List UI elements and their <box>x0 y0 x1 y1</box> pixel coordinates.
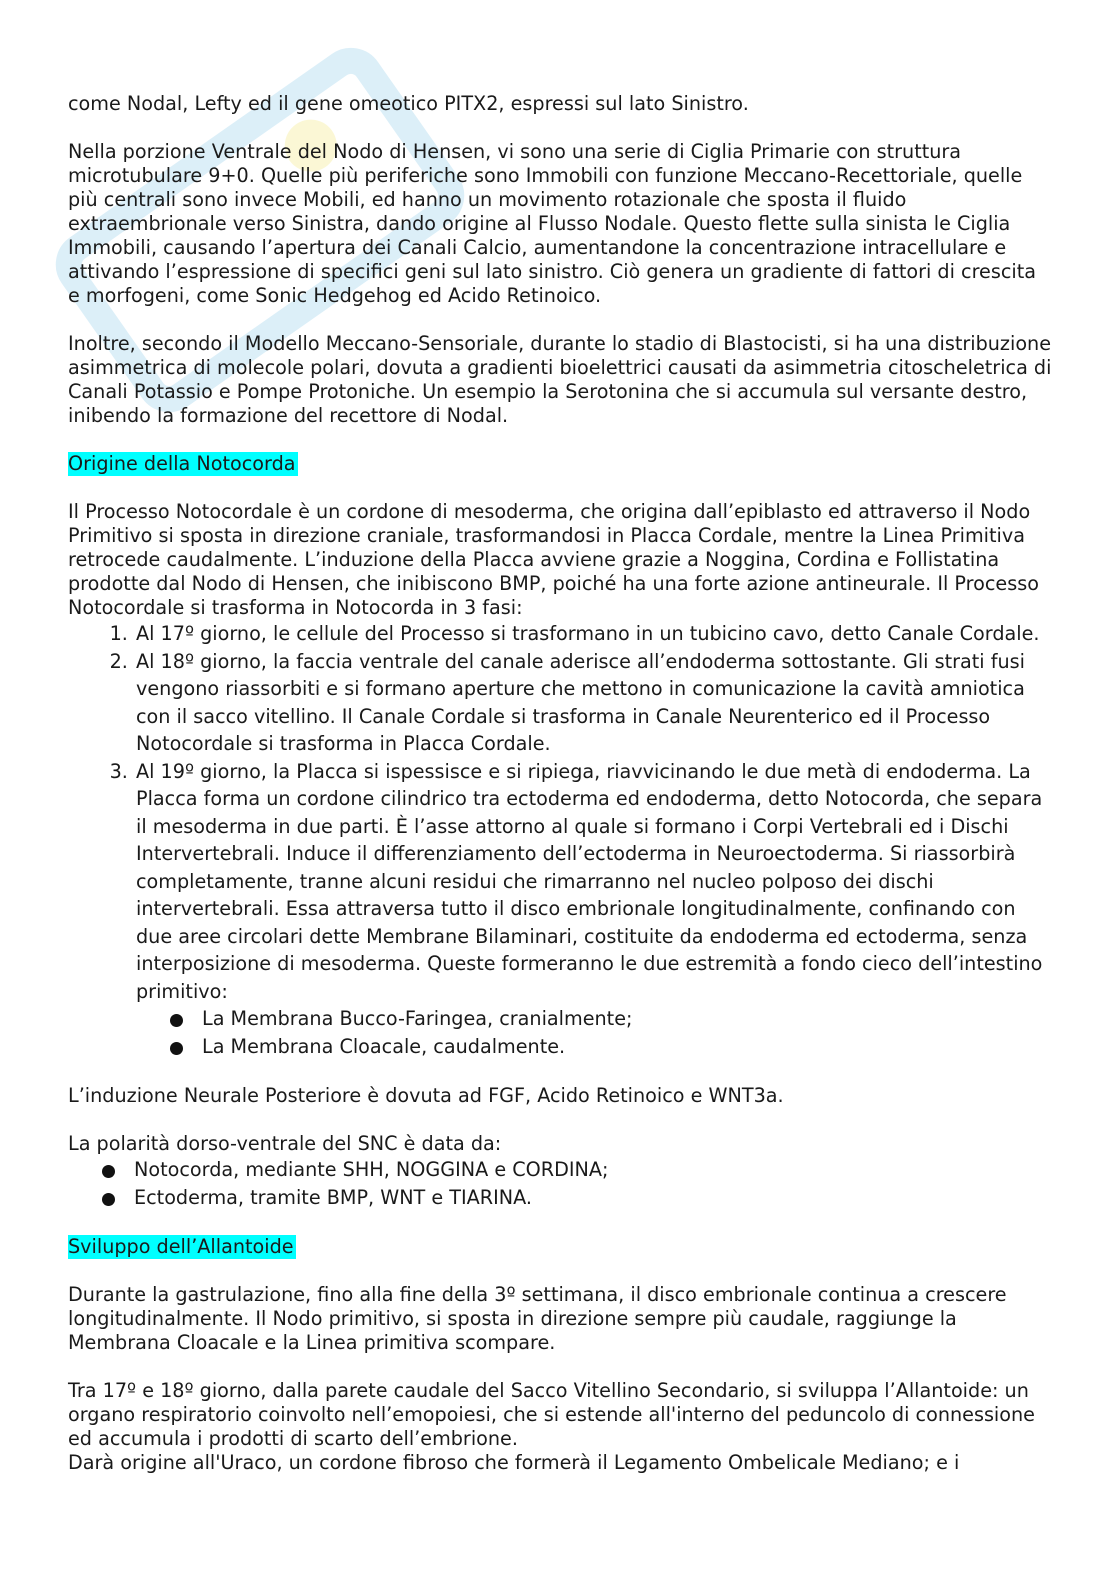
list-item: La Membrana Cloacale, caudalmente. <box>170 1033 1053 1061</box>
paragraph: L’induzione Neurale Posteriore è dovuta ad FGF, Acido Retinoico e WNT3a. <box>68 1084 784 1107</box>
paragraph: Nella porzione Ventrale del Nodo di Hensen, vi sono una serie di Ciglia Primarie con struttura microtubulare 9+0. Quelle più periferiche sono Immobili con funzione Meccano-Recettoriale, quelle più centrali sono invece Mobili, ed hanno un movimento rotazionale che sposta il fluido extraembrionale verso Sinistra, dando origine al Flusso Nodale. Questo flette sulla sinista le Ciglia Immobili, causando l’apertura dei Canali Calcio, aumentandone la concentrazione intracellulare e attivando l’espressione di specifici geni sul lato sinistro. Ciò genera un gradiente di fattori di crescita e morfogeni, come Sonic Hedgehog ed Acido Retinoico. <box>68 140 1037 307</box>
list-item: Ectoderma, tramite BMP, WNT e TIARINA. <box>102 1184 1053 1212</box>
list-item: 3. Al 19º giorno, la Placca si ispessisce e si ripiega, riavvicinando le due metà di endoderma. La Placca forma un cordone cilindrico tra ectoderma ed endoderma, detto Notocorda, che separa il mesoderma in due parti. È l’asse attorno al quale si formano i Corpi Vertebrali ed i Dischi Intervertebrali. Induce il differenziamento dell’ectoderma in Neuroectoderma. Si riassorbirà completamente, tranne alcuni residui che rimarranno nel nucleo polposo dei dischi intervertebrali. Essa attraversa tutto il disco embrionale longitudinalmente, confinando con due aree circolari dette Membrane Bilaminari, costituite da endoderma ed ectoderma, senza interposizione di mesoderma. Queste formeranno le due estremità a fondo cieco dell’intestino primitivo: La Membrana Bucco-Faringea, cranialmente; La Membrana Cloacale, caudalmente. <box>134 758 1053 1061</box>
bullet-icon <box>102 1165 115 1178</box>
bullet-icon <box>102 1193 115 1206</box>
polarity-list <box>68 1156 1053 1211</box>
paragraph: Tra 17º e 18º giorno, dalla parete caudale del Sacco Vitellino Secondario, si sviluppa l’Allantoide: un organo respiratorio coinvolto nell’emopoiesi, che si estende all'interno del peduncolo di connessione ed accumula i prodotti di scarto dell’embrione. <box>68 1379 1035 1450</box>
list-item: 1. Al 17º giorno, le cellule del Processo si trasformano in un tubicino cavo, detto Canale Cordale. <box>134 620 1053 648</box>
document-page <box>68 92 1053 1499</box>
notocorda-phases-list <box>68 620 1053 1060</box>
list-item: La Membrana Bucco-Faringea, cranialmente; <box>170 1005 1053 1033</box>
membranes-list <box>136 1005 1053 1060</box>
paragraph: come Nodal, Lefty ed il gene omeotico PITX2, espressi sul lato Sinistro. <box>68 92 749 115</box>
paragraph: Inoltre, secondo il Modello Meccano-Sensoriale, durante lo stadio di Blastocisti, si ha una distribuzione asimmetrica di molecole polari, dovuta a gradienti bioelettrici causati da asimmetria citoscheletrica di Canali Potassio e Pompe Protoniche. Un esempio la Serotonina che si accumula sul versante destro, inibendo la formazione del recettore di Nodal. <box>68 332 1052 427</box>
section-heading-allantoide: Sviluppo dell’Allantoide <box>68 1235 294 1258</box>
paragraph: Darà origine all'Uraco, un cordone fibroso che formerà il Legamento Ombelicale Mediano; e i <box>68 1451 960 1474</box>
bullet-icon <box>170 1014 183 1027</box>
paragraph: La polarità dorso-ventrale del SNC è data da: <box>68 1132 502 1155</box>
section-heading-notocorda: Origine della Notocorda <box>68 452 296 475</box>
bullet-icon <box>170 1042 183 1055</box>
list-item: Notocorda, mediante SHH, NOGGINA e CORDINA; <box>102 1156 1053 1184</box>
list-item: 2. Al 18º giorno, la faccia ventrale del canale aderisce all’endoderma sottostante. Gli strati fusi vengono riassorbiti e si formano aperture che mettono in comunicazione la cavità amniotica con il sacco vitellino. Il Canale Cordale si trasforma in Canale Neurenterico ed il Processo Notocordale si trasforma in Placca Cordale. <box>134 648 1053 758</box>
paragraph: Il Processo Notocordale è un cordone di mesoderma, che origina dall’epiblasto ed attraverso il Nodo Primitivo si sposta in direzione craniale, trasformandosi in Placca Cordale, mentre la Linea Primitiva retrocede caudalmente. L’induzione della Placca avviene grazie a Noggina, Cordina e Follistatina prodotte dal Nodo di Hensen, che inibiscono BMP, poiché ha una forte azione antineurale. Il Processo Notocordale si trasforma in Notocorda in 3 fasi: <box>68 500 1039 619</box>
paragraph: Durante la gastrulazione, fino alla fine della 3º settimana, il disco embrionale continua a crescere longitudinalmente. Il Nodo primitivo, si sposta in direzione sempre più caudale, raggiunge la Membrana Cloacale e la Linea primitiva scompare. <box>68 1283 1007 1354</box>
